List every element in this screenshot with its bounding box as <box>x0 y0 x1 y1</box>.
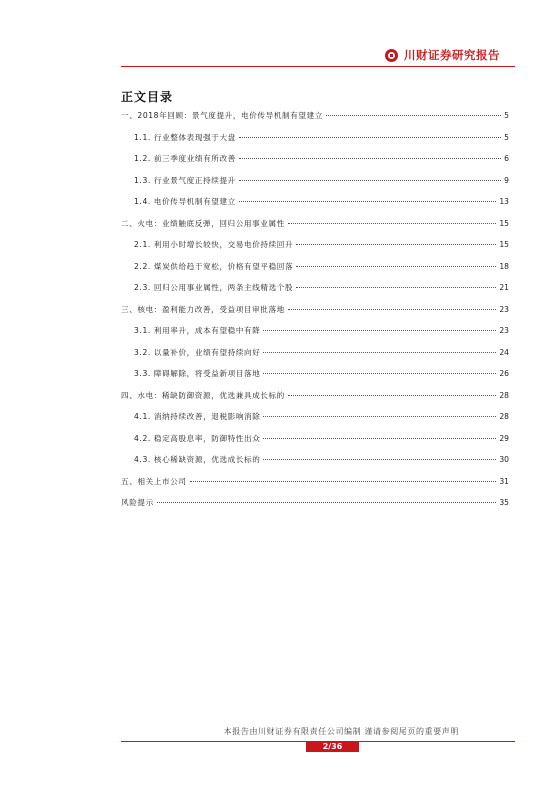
toc-dot-leader <box>239 137 501 138</box>
toc-entry-label: 2.3. 回归公用事业属性，两条主线精选个股 <box>134 283 294 292</box>
toc-dot-leader <box>296 266 496 267</box>
toc-dot-leader <box>239 158 501 159</box>
toc-entry-label: 一、2018年回顾：景气度提升，电价传导机制有望建立 <box>121 111 323 120</box>
toc-entry[interactable] <box>121 455 509 477</box>
toc-dot-leader <box>263 416 496 417</box>
toc-dot-leader <box>288 223 496 224</box>
toc-entry-label: 风险提示 <box>121 498 154 507</box>
toc-entry[interactable] <box>121 197 509 219</box>
toc-entry-page: 26 <box>499 369 509 378</box>
toc-entry-page: 24 <box>499 347 509 357</box>
toc-entry-label: 四、水电：稀缺防御资源，优选兼具成长标的 <box>121 390 285 400</box>
toc-dot-leader <box>288 309 496 310</box>
toc-entry[interactable] <box>121 262 509 284</box>
toc-entry[interactable] <box>121 369 509 391</box>
toc-entry-page: 13 <box>499 197 509 206</box>
toc-entry-page: 30 <box>499 455 509 464</box>
toc-entry-page: 5 <box>504 111 509 120</box>
toc-entry-label: 五、相关上市公司 <box>121 476 187 486</box>
toc-entry[interactable] <box>121 133 509 155</box>
toc-dot-leader <box>157 502 497 503</box>
toc-entry-page: 18 <box>499 261 509 271</box>
toc-entry-page: 28 <box>499 412 509 421</box>
toc-entry-page: 29 <box>499 433 509 443</box>
toc-entry-label: 3.1. 利用率升，成本有望稳中有降 <box>134 326 261 335</box>
toc-entry-page: 15 <box>499 218 509 228</box>
toc-entry-label: 2.1. 利用小时增长较快，交易电价持续回升 <box>134 240 294 249</box>
toc-entry[interactable] <box>121 477 509 499</box>
toc-dot-leader <box>296 244 496 245</box>
toc-entry-page: 35 <box>499 498 509 507</box>
toc-entry[interactable] <box>121 283 509 305</box>
toc-entry-page: 31 <box>499 476 509 486</box>
toc-entry[interactable] <box>121 219 509 241</box>
toc-dot-leader <box>263 373 496 374</box>
toc-entry[interactable] <box>121 305 509 327</box>
toc-entry[interactable] <box>121 434 509 456</box>
toc-entry-page: 28 <box>499 390 509 400</box>
toc-entry[interactable] <box>121 498 509 520</box>
toc-entry-label: 二、火电：业绩触底反弹，回归公用事业属性 <box>121 218 285 228</box>
brand-name: 川财证券研究报告 <box>404 48 500 62</box>
toc-entry-label: 2.2. 煤炭供给趋于宽松，价格有望平稳回落 <box>134 261 294 271</box>
toc-dot-leader <box>263 438 496 439</box>
toc-entry-page: 23 <box>499 326 509 335</box>
chuancai-logo-icon <box>385 49 398 62</box>
header-divider <box>121 66 515 67</box>
toc-title: 正文目录 <box>121 90 174 104</box>
toc-entry-label: 1.1. 行业整体表现强于大盘 <box>134 132 236 142</box>
toc-entry-label: 4.3. 核心稀缺资源，优选成长标的 <box>134 455 261 464</box>
toc-entry-label: 3.2. 以量补价，业绩有望持续向好 <box>134 347 261 357</box>
toc-dot-leader <box>263 459 496 460</box>
toc-entry[interactable] <box>121 326 509 348</box>
toc-entry-label: 1.3. 行业景气度正持续提升 <box>134 175 236 185</box>
toc-entry-label: 3.3. 障碍解除，将受益新项目落地 <box>134 369 261 378</box>
toc-entry-label: 三、核电：盈利能力改善，受益项目审批落地 <box>121 304 285 314</box>
toc-entry[interactable] <box>121 348 509 370</box>
toc-dot-leader <box>288 395 496 396</box>
table-of-contents <box>121 111 509 520</box>
toc-entry-page: 23 <box>499 304 509 314</box>
toc-entry-page: 21 <box>499 283 509 292</box>
toc-entry-label: 1.4. 电价传导机制有望建立 <box>134 197 236 206</box>
page-header <box>385 47 500 63</box>
toc-entry[interactable] <box>121 154 509 176</box>
toc-dot-leader <box>263 330 496 331</box>
toc-dot-leader <box>239 201 496 202</box>
toc-entry-page: 5 <box>504 132 509 142</box>
toc-dot-leader <box>263 352 496 353</box>
toc-entry[interactable] <box>121 412 509 434</box>
footer-disclaimer: 本报告由川财证券有限责任公司编制 谨请参阅尾页的重要声明 <box>223 727 459 736</box>
toc-dot-leader <box>190 481 497 482</box>
toc-entry-page: 9 <box>504 175 509 185</box>
toc-dot-leader <box>326 115 501 116</box>
toc-entry[interactable] <box>121 391 509 413</box>
toc-entry[interactable] <box>121 176 509 198</box>
toc-entry[interactable] <box>121 111 509 133</box>
toc-entry-label: 4.2. 稳定高股息率，防御特性出众 <box>134 433 261 443</box>
toc-entry-page: 6 <box>504 154 509 163</box>
toc-entry-page: 15 <box>499 240 509 249</box>
toc-entry[interactable] <box>121 240 509 262</box>
toc-entry-label: 4.1. 消纳持续改善，退税影响消除 <box>134 412 261 421</box>
toc-dot-leader <box>296 287 496 288</box>
page-number-badge: 2/36 <box>306 741 359 752</box>
toc-dot-leader <box>239 180 501 181</box>
toc-entry-label: 1.2. 前三季度业绩有所改善 <box>134 154 236 163</box>
